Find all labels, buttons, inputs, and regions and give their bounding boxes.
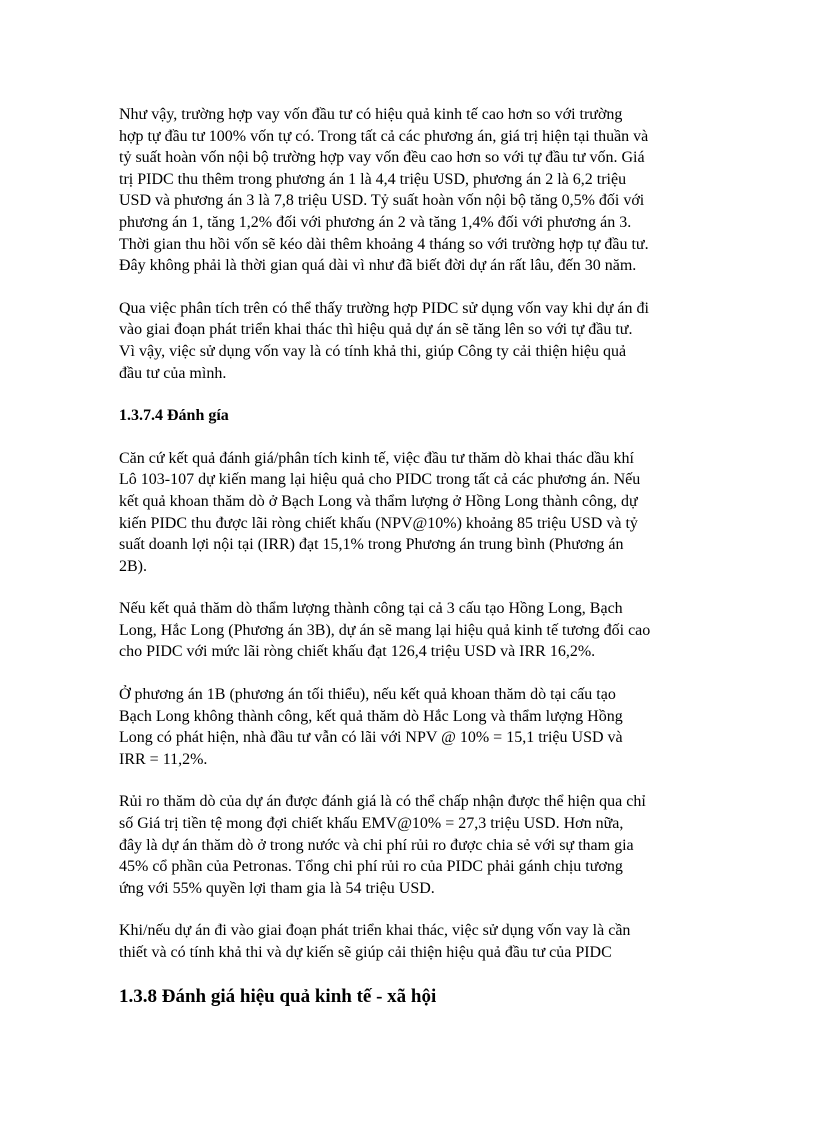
paragraph-loan-conclusion: Qua việc phân tích trên có thể thấy trường hợp PIDC sử dụng vốn vay khi dự án đi vào giai đoạn phát triển khai thác thì hiệu quả dự án sẽ tăng lên so với tự đầu tư. Vì vậy, việc sử dụng vốn vay là có tính khả thi, giúp Công ty cải thiện hiệu quả đầu tư của mình.	[119, 299, 649, 382]
section-heading-evaluation: 1.3.7.4 Đánh gía	[119, 407, 229, 425]
main-heading-socioeconomic: 1.3.8 Đánh giá hiệu quả kinh tế - xã hội	[119, 985, 437, 1007]
document-body	[119, 104, 719, 1009]
paragraph-development-phase: Khi/nếu dự án đi vào giai đoạn phát triển khai thác, việc sử dụng vốn vay là cần thiết và có tính khả thi và dự kiến sẽ giúp cải thiện hiệu quả đầu tư của PIDC	[119, 922, 631, 961]
paragraph-loan-efficiency: Như vậy, trường hợp vay vốn đầu tư có hiệu quả kinh tế cao hơn so với trường hợp tự đầu tư 100% vốn tự có. Trong tất cả các phương án, giá trị hiện tại thuần và tỷ suất hoàn vốn nội bộ trường hợp vay vốn đều cao hơn so với tự đầu tư vốn. Giá trị PIDC thu thêm trong phương án 1 là 4,4 triệu USD, phương án 2 là 6,2 triệu USD và phương án 3 là 7,8 triệu USD. Tỷ suất hoàn vốn nội bộ tăng 0,5% đối với phương án 1, tăng 1,2% đối với phương án 2 và tăng 1,4% đối với phương án 3. Thời gian thu hồi vốn sẽ kéo dài thêm khoảng 4 tháng so với trường hợp tự đầu tư. Đây không phải là thời gian quá dài vì như đã biết đời dự án rất lâu, đến 30 năm.	[119, 106, 649, 275]
paragraph-scenario-3b: Nếu kết quả thăm dò thẩm lượng thành công tại cả 3 cấu tạo Hồng Long, Bạch Long, Hắc Long (Phương án 3B), dự án sẽ mang lại hiệu quả kinh tế tương đối cao cho PIDC với mức lãi ròng chiết khấu đạt 126,4 triệu USD và IRR 16,2%.	[119, 600, 651, 661]
paragraph-scenario-1b: Ở phương án 1B (phương án tối thiểu), nếu kết quả khoan thăm dò tại cấu tạo Bạch Long không thành công, kết quả thăm dò Hắc Long và thẩm lượng Hồng Long có phát hiện, nhà đầu tư vẫn có lãi với NPV @ 10% = 15,1 triệu USD và IRR = 11,2%.	[119, 686, 623, 768]
paragraph-exploration-risk: Rủi ro thăm dò của dự án được đánh giá là có thể chấp nhận được thể hiện qua chỉ số Giá trị tiền tệ mong đợi chiết khấu EMV@10% = 27,3 triệu USD. Hơn nữa, đây là dự án thăm dò ở trong nước và chi phí rủi ro được chia sẻ với sự tham gia 45% cổ phần của Petronas. Tổng chi phí rủi ro của PIDC phải gánh chịu tương ứng với 55% quyền lợi tham gia là 54 triệu USD.	[119, 793, 646, 897]
paragraph-evaluation-basis: Căn cứ kết quả đánh giá/phân tích kinh tế, việc đầu tư thăm dò khai thác dầu khí Lô 103-107 dự kiến mang lại hiệu quả cho PIDC trong tất cả các phương án. Nếu kết quả khoan thăm dò ở Bạch Long và thẩm lượng ở Hồng Long thành công, dự kiến PIDC thu được lãi ròng chiết khấu (NPV@10%) khoảng 85 triệu USD và tỷ suất doanh lợi nội tại (IRR) đạt 15,1% trong Phương án trung bình (Phương án 2B).	[119, 449, 641, 575]
